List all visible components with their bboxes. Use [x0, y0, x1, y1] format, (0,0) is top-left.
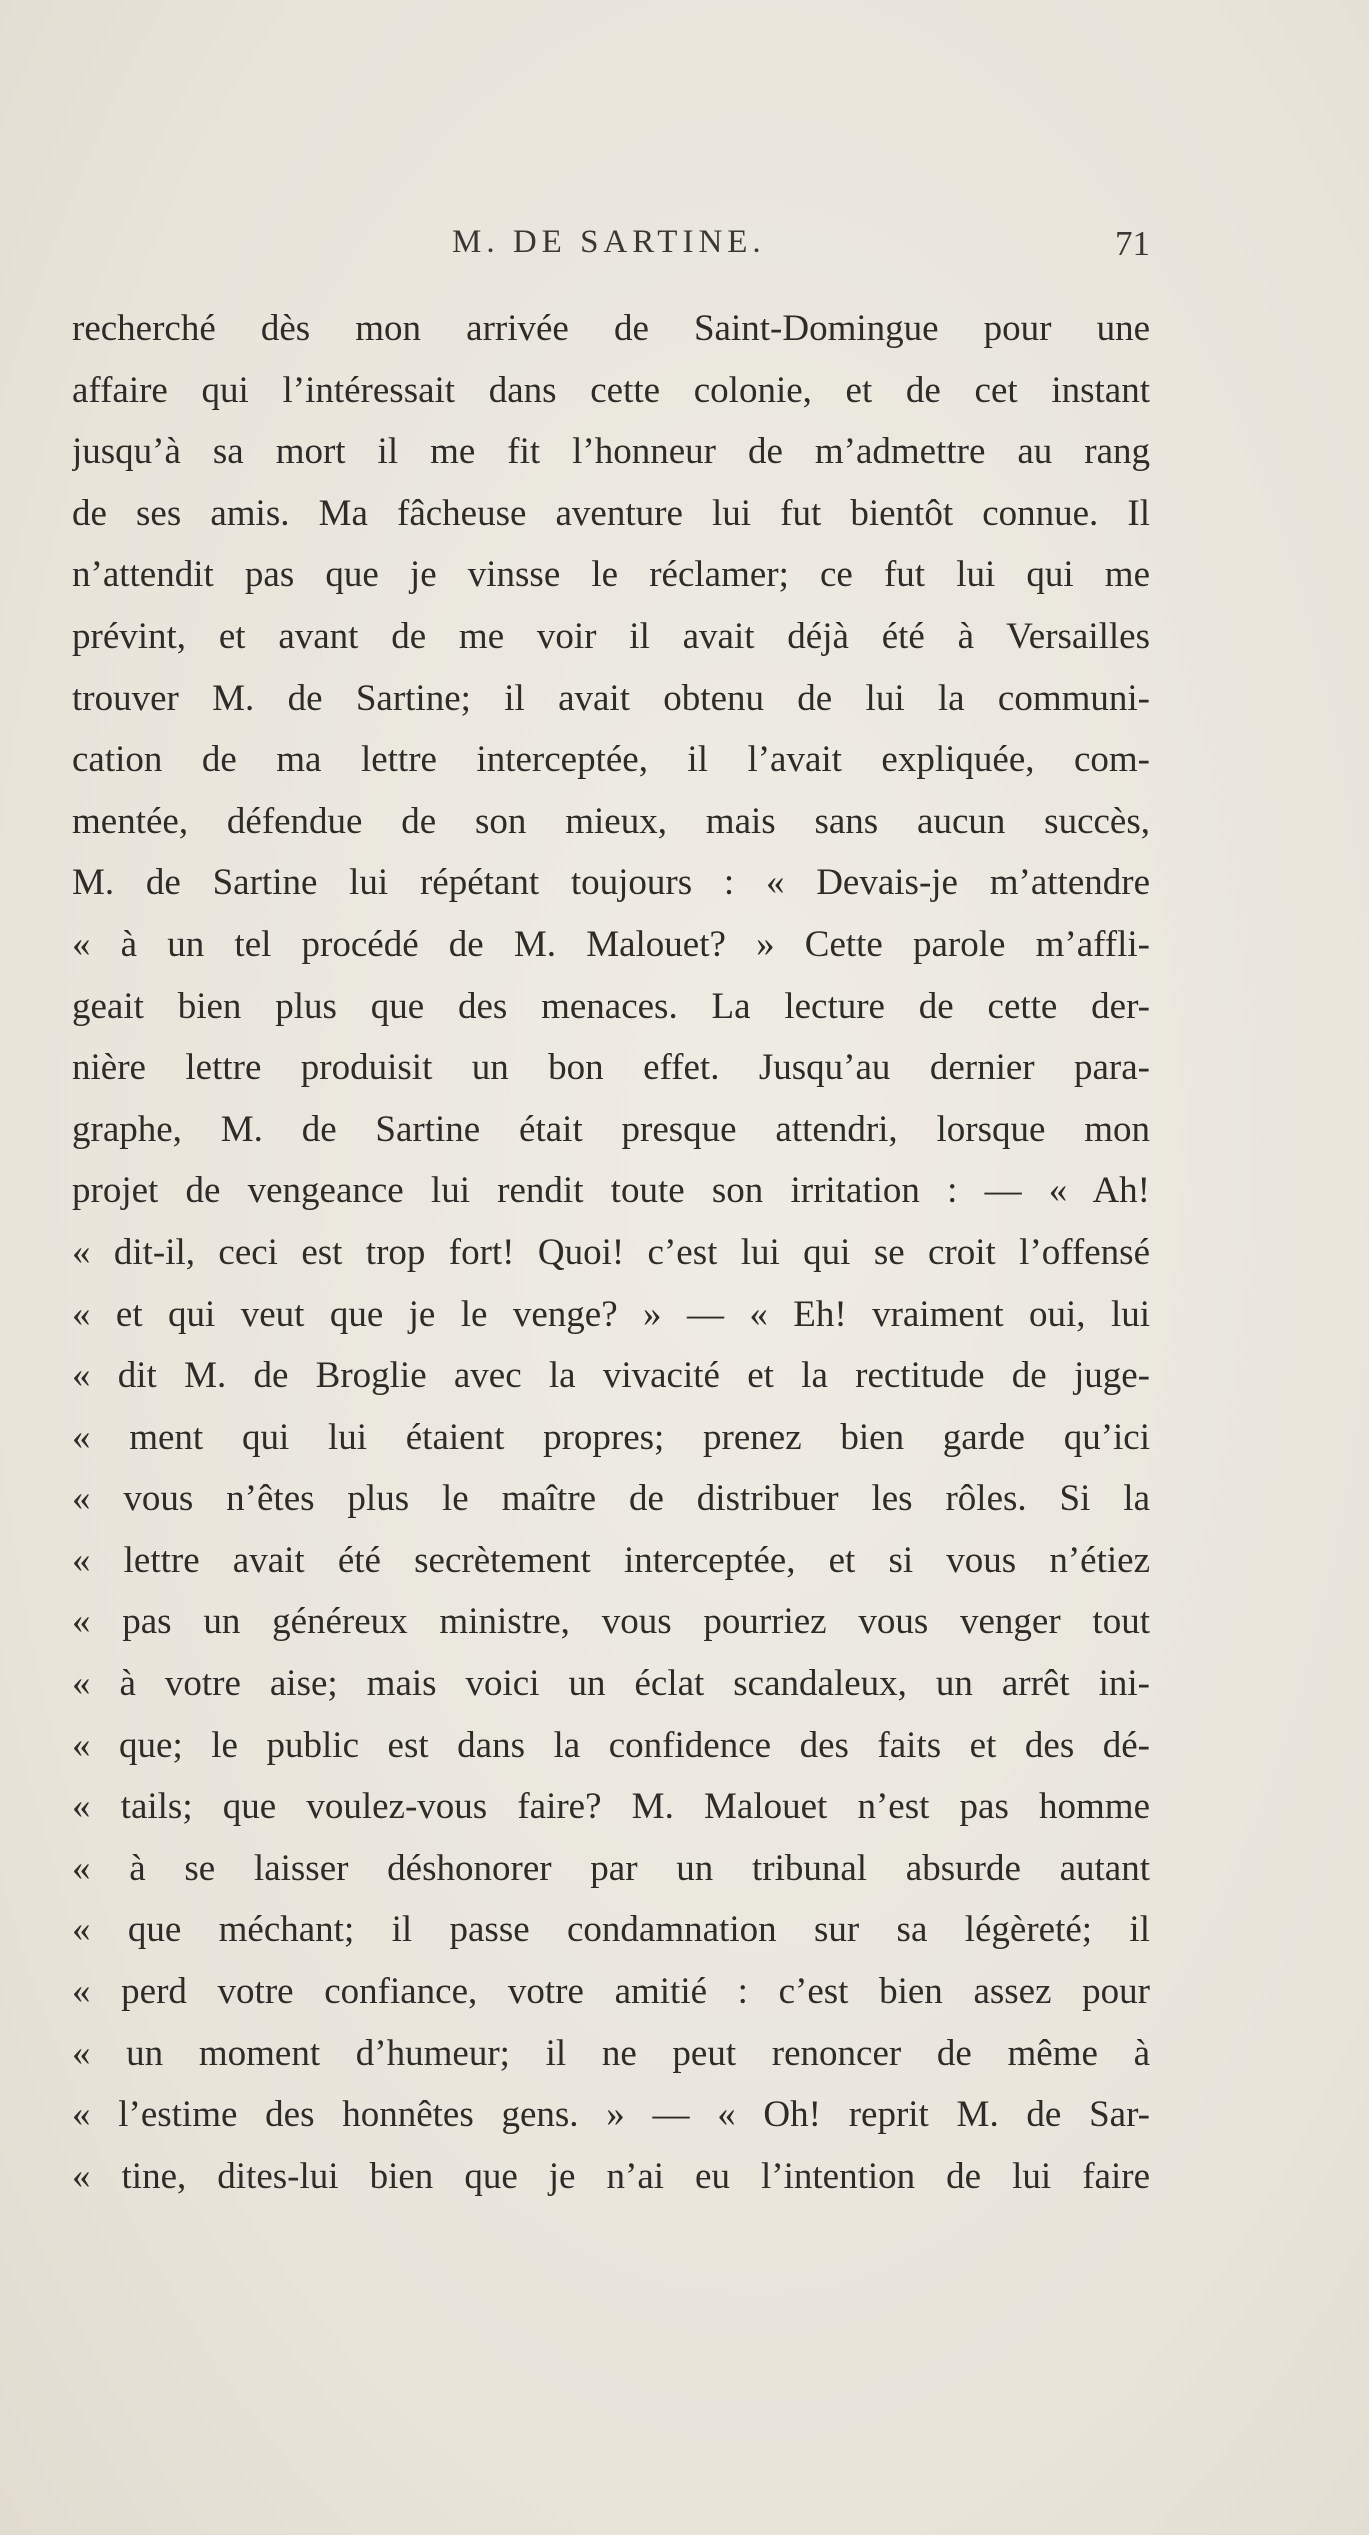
text-line: « tine, dites-lui bien que je n’ai eu l’intention de lui faire [72, 2155, 1150, 2197]
text-line: geait bien plus que des menaces. La lecture de cette der- [72, 985, 1150, 1027]
text-line: M. de Sartine lui répétant toujours : « Devais-je m’attendre [72, 862, 1150, 904]
text-line: « ment qui lui étaient propres; prenez bien garde qu’ici [72, 1416, 1150, 1458]
text-line: cation de ma lettre interceptée, il l’avait expliquée, com- [72, 739, 1150, 781]
text-line: affaire qui l’intéressait dans cette colonie, et de cet instant [72, 369, 1150, 411]
text-line: « lettre avait été secrètement interceptée, et si vous n’étiez [72, 1539, 1150, 1581]
text-line: « à se laisser déshonorer par un tribunal absurde autant [72, 1847, 1150, 1889]
text-line: « dit M. de Broglie avec la vivacité et la rectitude de juge- [72, 1355, 1150, 1397]
text-line: de ses amis. Ma fâcheuse aventure lui fut bientôt connue. Il [72, 492, 1150, 534]
text-line: « perd votre confiance, votre amitié : c’est bien assez pour [72, 1971, 1150, 2013]
text-line: trouver M. de Sartine; il avait obtenu de lui la communi- [72, 677, 1150, 719]
text-line: jusqu’à sa mort il me fit l’honneur de m’admettre au rang [72, 431, 1150, 473]
text-line: « l’estime des honnêtes gens. » — « Oh! reprit M. de Sar- [72, 2094, 1150, 2136]
text-line: « vous n’êtes plus le maître de distribuer les rôles. Si la [72, 1478, 1150, 1520]
text-line: graphe, M. de Sartine était presque attendri, lorsque mon [72, 1108, 1150, 1150]
text-line: recherché dès mon arrivée de Saint-Domingue pour une [72, 308, 1150, 349]
text-line: « pas un généreux ministre, vous pourriez vous venger tout [72, 1601, 1150, 1643]
text-line: n’attendit pas que je vinsse le réclamer; ce fut lui qui me [72, 554, 1150, 596]
text-line: « que méchant; il passe condamnation sur sa légèreté; il [72, 1909, 1150, 1951]
text-line: nière lettre produisit un bon effet. Jusqu’au dernier para- [72, 1047, 1150, 1089]
page-header [72, 220, 1150, 270]
body-text [72, 298, 1150, 2207]
text-line: prévint, et avant de me voir il avait déjà été à Versailles [72, 615, 1150, 657]
page-number: 71 [1115, 224, 1150, 263]
text-line: « à votre aise; mais voici un éclat scandaleux, un arrêt ini- [72, 1663, 1150, 1705]
text-line: « dit-il, ceci est trop fort! Quoi! c’est lui qui se croit l’offensé [72, 1231, 1150, 1273]
text-line: mentée, défendue de son mieux, mais sans aucun succès, [72, 800, 1150, 842]
text-line: « et qui veut que je le venge? » — « Eh! vraiment oui, lui [72, 1293, 1150, 1335]
text-line: « un moment d’humeur; il ne peut renoncer de même à [72, 2032, 1150, 2074]
text-line: « tails; que voulez-vous faire? M. Malouet n’est pas homme [72, 1786, 1150, 1828]
text-line: « que; le public est dans la confidence des faits et des dé- [72, 1724, 1150, 1766]
text-line: « à un tel procédé de M. Malouet? » Cette parole m’affli- [72, 923, 1150, 965]
text-line: projet de vengeance lui rendit toute son irritation : — « Ah! [72, 1170, 1150, 1212]
running-head: M. DE SARTINE. [452, 224, 766, 260]
